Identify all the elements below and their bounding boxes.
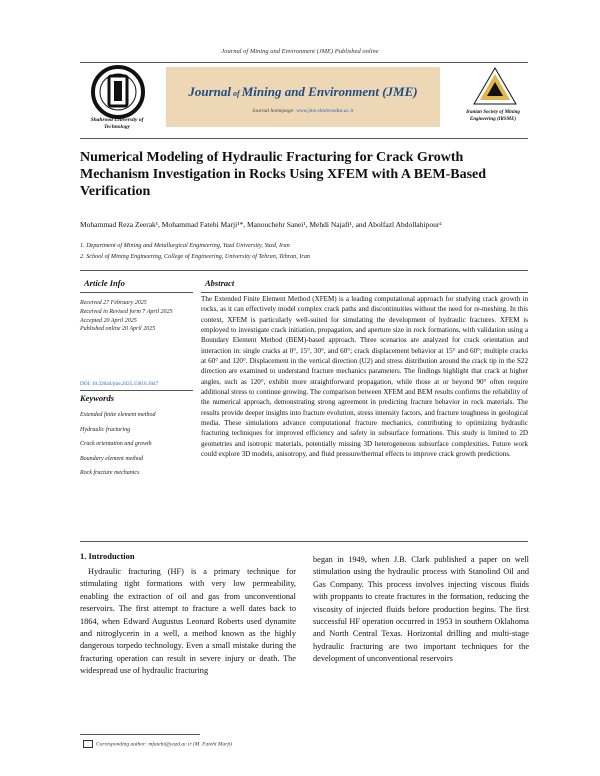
keyword-item: Rock fracture mechanics: [80, 470, 140, 476]
keyword-item: Crack orientation and growth: [80, 441, 152, 447]
affiliation-1: 1. Department of Mining and Metallurgical Engineering, Yazd University, Yazd, Iran: [80, 242, 290, 249]
doi-link[interactable]: DOI: 10.22044/jme.2025.15816.3047: [80, 381, 159, 387]
introduction-column-1: Hydraulic fracturing (HF) is a primary technique for stimulating tight formations with very low permeability, enabling the extraction of oil and gas from unconventional reservoirs. The first attempt to fracture a well dates back to 1864, when Edward Augustus Leonard Roberts used dynamite and nitroglycerin in a well, a method known as the highly dangerous torpedo technology. Even a small mistake during the fracturing operation can result in severe injury or death. The widespread use of hydraulic fracturing: [80, 567, 296, 676]
irsme-logo: [470, 64, 520, 112]
paper-title: Numerical Modeling of Hydraulic Fracturing for Crack Growth Mechanism Investigation in Rocks Using XFEM with A BEM-Based Verification: [80, 150, 487, 199]
shahrood-university-logo: [88, 64, 148, 120]
keyword-item: Hydraulic fracturing: [80, 426, 131, 433]
authors: Mohammad Reza Zeerak¹, Mohammad Fatehi Marji¹*, Manouchehr Sanei¹, Mehdi Najafi¹, and Abolfazl Abdollahipour²: [80, 220, 442, 229]
banner-bottom-rule: [80, 138, 528, 139]
journal-title: Journal of Mining and Environment (JME): [188, 84, 418, 99]
banner-top-rule: [80, 62, 528, 63]
journal-homepage: Journal homepage: www.jme.shahroodut.ac.ir: [251, 108, 355, 114]
published-date: Published online 20 April 2025: [80, 326, 156, 333]
homepage-link[interactable]: www.jme.shahroodut.ac.ir: [296, 108, 355, 114]
abstract-rule: [201, 292, 528, 293]
keywords-list: [80, 408, 192, 481]
article-info-rule: [80, 292, 193, 293]
footnote-rule: [80, 734, 200, 735]
affiliation-2: 2. School of Mining Engineering, College of Engineering, University of Tehran, Tehran, Iran: [80, 253, 311, 260]
abstract-text: The Extended Finite Element Method (XFEM) is a leading computational approach for studying crack growth in rocks, as it can effectively model complex crack paths and discontinuities without the need for re-meshing. In this context, XFEM is particularly well-suited for simulating the development of hydraulic fractures. XFEM is employed to investigate crack initiation, propagation, and aperture size in rock formations, with validation using a Boundary Element Method (BEM)-based approach. Three scenarios are analyzed for crack orientation and interaction in: single cracks at 0°, 15°, 30°, and 60°; crack displacement behavior at 15° and 60°; multiple cracks at 60° and 120°. Displacement in the vertical direction (U2) and stress distribution around the crack tip in the S22 direction are examined to understand fracture mechanics parameters. The findings highlight that crack at higher angles, such as 120°, exhibit more straightforward propagation, while those at or beyond 90° often require additional stress to continue growing. The comparison between XFEM and BEM results confirms the reliability of the numerical approach, demonstrating strong agreement in predicting fracture behavior in rock materials. The results provide deeper insights into fracture evolution, stress intensity factors, and fracture toughness in geological media. These simulations advance computational fracture mechanics, contributing to optimizing hydraulic fracturing techniques for improved efficiency and safety in subsurface formations. This study is limited to 2D geometries and isotropic materials, potentially missing 3D heterogeneous subsurface complexities. Future work could explore 3D models, anisotropy, and fluid pressure/thermal effects to improve crack growth predictions.: [201, 295, 528, 459]
keyword-item: Extended finite element method: [80, 412, 156, 418]
abstract-heading: Abstract: [205, 278, 235, 288]
revised-date: Received in Revised form 7 April 2025: [80, 308, 173, 315]
abstract-bottom-rule: [80, 541, 528, 542]
article-info-heading: Article Info: [84, 278, 125, 288]
introduction-heading: 1. Introduction: [80, 551, 135, 561]
accepted-date: Accepted 20 April 2025: [80, 317, 137, 324]
keywords-rule: [80, 390, 193, 391]
running-header: Journal of Mining and Environment (JME) Published online: [221, 48, 379, 55]
keyword-item: Boundary element method: [80, 455, 143, 462]
corresponding-author-footnote: Corresponding author: mfatehi@yazd.ac.ir (M. Fatehi Marji): [83, 740, 232, 748]
right-logo-caption: Iranian Society of Mining Engineering (IRSME): [466, 110, 520, 122]
envelope-icon: [83, 740, 93, 748]
received-date: Received 27 February 2025: [80, 300, 147, 306]
article-dates: [80, 299, 192, 334]
info-top-rule: [80, 270, 528, 271]
left-logo-caption: Shahrood University of Technology: [90, 117, 144, 130]
keywords-heading: Keywords: [80, 393, 114, 403]
introduction-column-2: began in 1949, when J.B. Clark published a paper on well stimulation using the hydraulic process with Stanolind Oil and Gas Company. This process involves injecting viscous fluids with proppants to create fractures in the formation, reducing the viscosity of injected fluids before production begins. The first successful HF operation occurred in 1953 in southern Oklahoma and North Central Texas. Horizontal drilling and multi-stage hydraulic fracturing are two important techniques for the development of unconventional reservoirs: [313, 555, 529, 664]
